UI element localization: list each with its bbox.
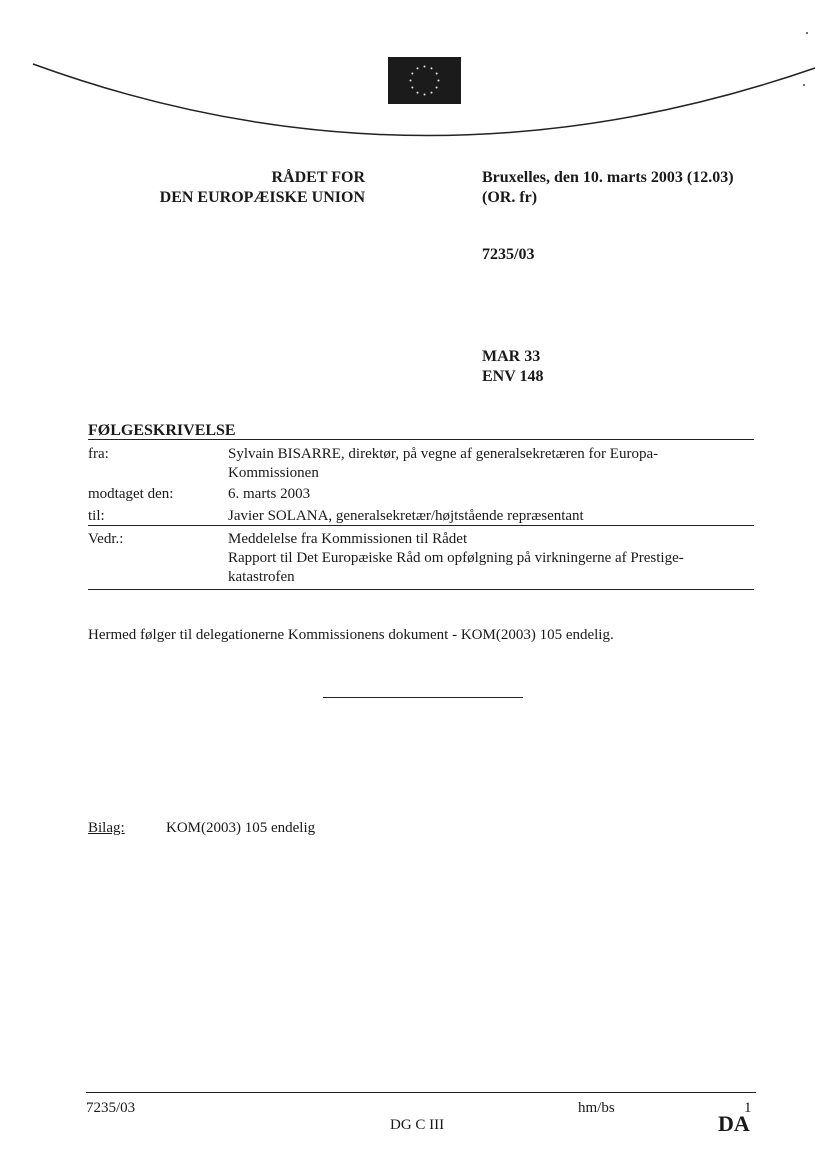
place-date: Bruxelles, den 10. marts 2003 (12.03) <box>482 169 734 186</box>
subject-line2: Rapport til Det Europæiske Råd om opfølgning på virkningerne af Prestige- <box>228 550 684 566</box>
code-mar: MAR 33 <box>482 348 541 365</box>
eu-star <box>424 66 426 68</box>
subject-label: Vedr.: <box>88 531 124 547</box>
received-value: 6. marts 2003 <box>228 486 311 502</box>
from-value <box>228 445 658 483</box>
eu-flag <box>388 57 461 104</box>
cover-rule-middle <box>88 525 754 526</box>
footer-initials: hm/bs <box>578 1100 615 1116</box>
council-line2: DEN EUROPÆISKE UNION <box>159 189 365 206</box>
footer-directorate: DG C III <box>390 1117 445 1133</box>
eu-star <box>411 73 413 75</box>
cover-note-title: FØLGESKRIVELSE <box>88 422 236 439</box>
to-value: Javier SOLANA, generalsekretær/højtstående repræsentant <box>228 508 584 524</box>
footer-rule <box>86 1092 756 1093</box>
footer-page-number: 1 <box>744 1100 752 1116</box>
cover-rule-top <box>88 439 754 440</box>
eu-star <box>411 87 413 89</box>
eu-star <box>438 80 440 82</box>
interinstitutional-codes <box>482 347 544 387</box>
eu-star <box>436 73 438 75</box>
eu-star <box>424 94 426 96</box>
eu-star <box>431 92 433 94</box>
council-line1: RÅDET FOR <box>271 169 365 186</box>
subject-value <box>228 530 684 587</box>
annex-value: KOM(2003) 105 endelig <box>166 820 316 836</box>
footer-doc-number: 7235/03 <box>86 1100 136 1116</box>
from-label: fra: <box>88 446 109 462</box>
from-value-line1: Sylvain BISARRE, direktør, på vegne af generalsekretæren for Europa- <box>228 446 659 462</box>
body-text: Hermed følger til delegationerne Kommissionens dokument - KOM(2003) 105 endelig. <box>88 627 614 643</box>
eu-star <box>417 67 419 69</box>
separator-line <box>323 697 523 698</box>
subject-line1: Meddelelse fra Kommissionen til Rådet <box>228 531 468 547</box>
footer-language: DA <box>718 1111 750 1136</box>
subject-line3: katastrofen <box>228 569 295 585</box>
to-label: til: <box>88 508 105 524</box>
eu-star <box>431 67 433 69</box>
header-right <box>482 168 734 208</box>
council-name <box>100 168 365 208</box>
original-language: (OR. fr) <box>482 189 538 206</box>
header-arc-graphic <box>0 0 832 150</box>
eu-star <box>417 92 419 94</box>
code-env: ENV 148 <box>482 368 544 385</box>
annex-label: Bilag: <box>88 820 125 836</box>
from-value-line2: Kommissionen <box>228 465 319 481</box>
received-label: modtaget den: <box>88 486 174 502</box>
eu-star <box>410 80 412 82</box>
eu-star <box>436 87 438 89</box>
cover-rule-bottom <box>88 589 754 590</box>
doc-number: 7235/03 <box>482 246 535 263</box>
